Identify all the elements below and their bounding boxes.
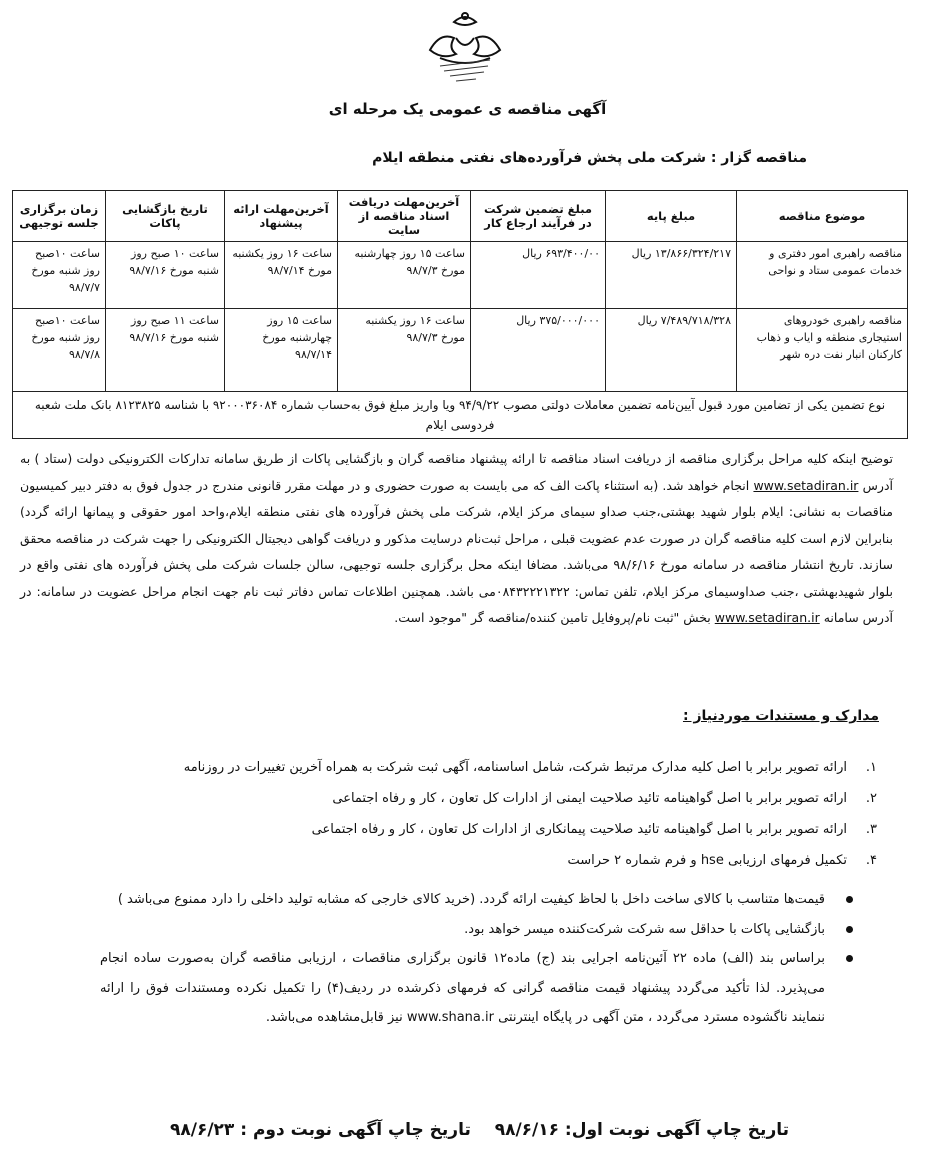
list-item — [60, 814, 877, 845]
bullet-icon — [846, 896, 853, 903]
table-cell: ساعت ۱۵ روز چهارشنبه مورخ ۹۸/۷/۱۴ — [225, 309, 338, 392]
table-cell: ساعت ۱۰ صبح روز شنبه مورخ ۹۸/۷/۱۶ — [106, 242, 225, 309]
table-cell: ساعت ۱۶ روز یکشنبه مورخ ۹۸/۷/۱۴ — [225, 242, 338, 309]
notice-title: آگهی مناقصه ی عمومی یک مرحله ای — [328, 100, 607, 118]
header-cell: آخرین‌مهلت دریافت اسناد مناقصه از سایت — [338, 191, 471, 242]
item-number: ۳. — [865, 822, 877, 837]
table-cell: ساعت ۱۰صبح روز شنبه مورخ ۹۸/۷/۸ — [13, 309, 106, 392]
table-cell: ۷/۴۸۹/۷۱۸/۳۲۸ ریال — [606, 309, 737, 392]
header-cell: آخرین‌مهلت ارائه پیشنهاد — [225, 191, 338, 242]
list-item — [100, 915, 825, 945]
table-cell: ساعت ۱۶ روز یکشنبه مورخ ۹۸/۷/۳ — [338, 309, 471, 392]
item-text: براساس بند (الف) ماده ۲۲ آئین‌نامه اجرایی بند (ج) ماده۱۲ قانون برگزاری مناقصات ، ارزیابی مناقصه گران به‌صورت ساده انجام می‌پذیرد. لذا تأکید می‌گردد پیشنهاد قیمت مناقصه گرانی که فرمهای ذکرشده در ردیف(۴) را تکمیل نکرده ومستندات فوق را ارائه ننمایند ناگشوده مسترد می‌گردد ، متن آگهی در پایگاه اینترنتی www.shana.ir نیز قابل‌مشاهده می‌باشد. — [100, 951, 826, 1025]
table-header-row — [13, 191, 908, 242]
tender-table — [12, 190, 908, 439]
first-print-date: تاریخ چاپ آگهی نوبت اول: ۹۸/۶/۱۶ — [494, 1120, 789, 1140]
item-text: قیمت‌ها متناسب با کالای ساخت داخل با لحاظ کیفیت ارائه گردد. (خرید کالای خارجی که مشابه تولید داخلی را دارد ممنوع می‌باشد ) — [117, 892, 825, 907]
table-cell: ساعت ۱۱ صبح روز شنبه مورخ ۹۸/۷/۱۶ — [106, 309, 225, 392]
item-number: ۱. — [865, 760, 877, 775]
table-cell: مناقصه راهبری امور دفتری و خدمات عمومی ستاد و نواحی — [737, 242, 908, 309]
table-cell: ساعت ۱۰صبح روز شنبه مورخ ۹۸/۷/۷ — [13, 242, 106, 309]
bullet-icon — [846, 955, 853, 962]
list-item — [100, 944, 825, 1033]
guarantee-row — [13, 392, 908, 439]
list-item — [60, 845, 877, 876]
item-text: ارائه تصویر برابر با اصل گواهینامه تائید صلاحیت ایمنی از ادارات کل تعاون ، کار و رفاه اجتماعی — [332, 791, 847, 806]
second-print-date: تاریخ چاپ آگهی نوبت دوم : ۹۸/۶/۲۳ — [170, 1120, 471, 1140]
setadiran-link[interactable]: www.setadiran.ir — [714, 610, 820, 625]
table-cell: ۱۳/۸۶۶/۳۲۴/۲۱۷ ریال — [606, 242, 737, 309]
header-cell: زمان برگزاری جلسه توجیهی — [13, 191, 106, 242]
item-text: بازگشایی پاکات با حداقل سه شرکت شرکت‌کننده میسر خواهد بود. — [464, 921, 825, 937]
description-text: بخش "ثبت نام/پروفایل تامین کننده/مناقصه گر "موجود است. — [394, 610, 711, 625]
list-item — [100, 885, 825, 915]
table-row — [13, 242, 908, 309]
table-row — [13, 309, 908, 392]
setadiran-link[interactable]: www.setadiran.ir — [753, 477, 859, 493]
item-number: ۲. — [865, 791, 877, 806]
description-paragraph — [20, 446, 893, 632]
table-cell: مناقصه راهبری خودروهای استیجاری منطقه و ایاب و ذهاب کارکنان انبار نفت دره شهر — [737, 309, 908, 392]
list-item — [60, 752, 877, 783]
header-cell: مبلغ پایه — [606, 191, 737, 242]
description-text: انجام خواهد شد. (به استثناء پاکت الف که می بایست به صورت حضوری و در مهلت مقرر قانونی مندرج در جدول فوق به دفتر دبیر کمیسیون مناقصات به نشانی: ایلام بلوار شهید بهشتی،جنب صداو سیمای مرکز ایلام، شرکت ملی پخش فرآورده های نفتی منطقه ایلام،واحد امور حقوقی و پیمانها ارائه گردد) بنابراین لازم است کلیه مناقصه گران در صورت عدم عضویت قبلی ، مراحل ثبت‌نام درسایت مذکور و دریافت گواهی دیجیتال الکترونیکی را جهت شرکت در مناقصه محقق سازند. تاریخ انتشار مناقصه در سامانه مورخ ۹۸/۶/۱۶ می‌باشد. مضافا اینکه محل برگزاری جلسه توجیهی، سالن جلسات شرکت ملی پخش فرآورده های نفتی واقع در بلوار شهیدبهشتی ،جنب صداوسیمای مرکز ایلام، تلفن تماس: ۰۸۴۳۲۲۲۱۳۲۲می باشد. همچنین اطلاعات تماس دفاتر ثبت نام جهت انجام مراحل عضویت در سامانه: در آدرس سامانه — [20, 477, 893, 625]
nioc-emblem-icon — [410, 8, 520, 86]
list-item — [60, 783, 877, 814]
table-cell: ۳۷۵/۰۰۰/۰۰۰ ریال — [471, 309, 606, 392]
requirements-list — [60, 752, 875, 876]
bullet-icon — [846, 926, 853, 933]
guarantee-note: نوع تضمین یکی از تضامین مورد قبول آیین‌نامه تضمین معاملات دولتی مصوب ۹۴/۹/۲۲ ویا واریز مبلغ فوق به‌حساب شماره ۹۲۰۰۰۳۶۰۸۴ با شناسه ۸۱۲۳۸۲۵ بانک ملت شعبه فردوسی ایلام — [13, 392, 908, 439]
table-cell: ساعت ۱۵ روز چهارشنبه مورخ ۹۸/۷/۳ — [338, 242, 471, 309]
notes-bullet-list — [100, 885, 853, 1033]
header-cell: تاریخ بازگشایی پاکات — [106, 191, 225, 242]
item-text: تکمیل فرمهای ارزیابی hse و فرم شماره ۲ حراست — [567, 853, 847, 868]
item-text: ارائه تصویر برابر با اصل گواهینامه تائید صلاحیت پیمانکاری از ادارات کل تعاون ، کار و رفاه اجتماعی — [311, 822, 847, 837]
item-number: ۴. — [865, 853, 877, 868]
item-text: ارائه تصویر برابر با اصل کلیه مدارک مرتبط شرکت، شامل اساسنامه، آگهی ثبت شرکت به همراه آخرین تغییرات در روزنامه — [183, 760, 847, 775]
header-cell: مبلغ تضمین شرکت در فرآیند ارجاع کار — [471, 191, 606, 242]
documents-heading: مدارک و مستندات موردنیاز : — [682, 708, 879, 724]
header-cell: موضوع مناقصه — [737, 191, 908, 242]
description-text: توضیح اینکه کلیه مراحل برگزاری مناقصه از دریافت اسناد مناقصه تا ارائه پیشنهاد مناقصه گران و بازگشایی پاکات از طریق سامانه تدارکات الکترونیکی دولت (ستاد ) به آدرس — [20, 451, 893, 493]
table-cell: ۶۹۳/۴۰۰/۰۰ ریال — [471, 242, 606, 309]
organizer-line: مناقصه گزار : شرکت ملی پخش فرآورده‌های نفتی منطقه ایلام — [372, 150, 807, 166]
